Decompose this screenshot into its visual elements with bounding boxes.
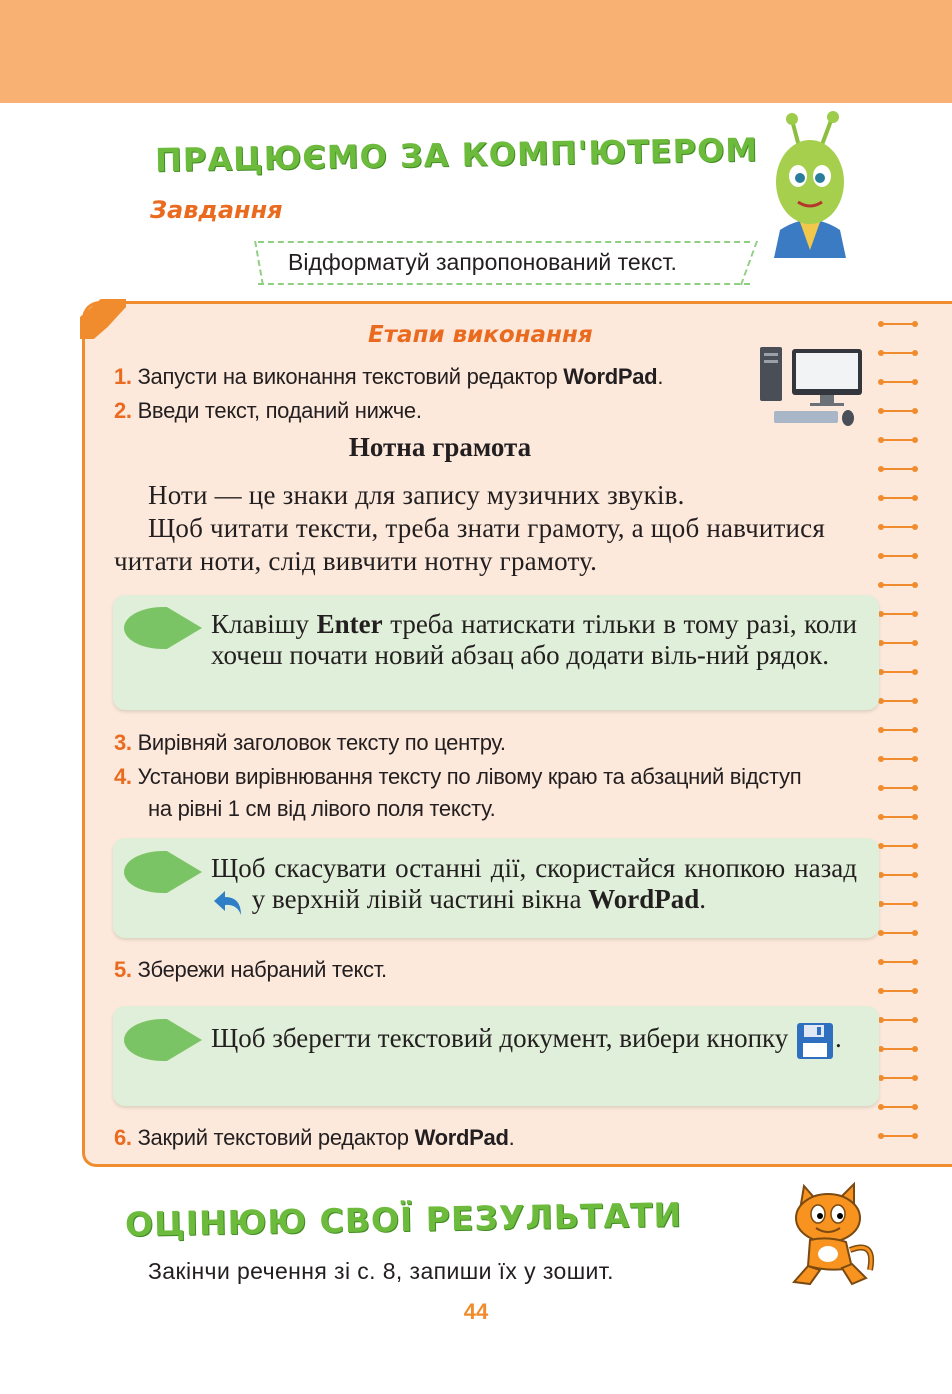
binding-ring bbox=[878, 987, 918, 995]
step-punct: . bbox=[508, 1125, 515, 1150]
binding-ring bbox=[878, 1074, 918, 1082]
step-bold: WordPad bbox=[414, 1125, 509, 1150]
task-box bbox=[258, 241, 750, 285]
step-5 bbox=[114, 957, 387, 983]
binding-ring bbox=[878, 900, 918, 908]
step-punct: . bbox=[657, 364, 664, 389]
note-save bbox=[113, 1006, 879, 1106]
binding-ring bbox=[878, 1103, 918, 1111]
note-text-part: . bbox=[835, 1023, 842, 1054]
task-text: Відформатуй запропонований текст. bbox=[288, 249, 677, 275]
binding-ring bbox=[878, 1016, 918, 1024]
binding-ring bbox=[878, 842, 918, 850]
note-text-part: Щоб зберегти текстовий документ, вибери кнопку bbox=[211, 1023, 796, 1054]
note-enter bbox=[113, 595, 879, 710]
scratch-cat-icon bbox=[780, 1180, 880, 1290]
binding-ring bbox=[878, 552, 918, 560]
task-subtitle: Завдання bbox=[150, 196, 283, 224]
binding-ring bbox=[878, 639, 918, 647]
step-text: Установи вирівнювання тексту по лівому краю та абзацний відступ bbox=[137, 764, 802, 789]
binding-ring bbox=[878, 523, 918, 531]
binding-ring bbox=[878, 494, 918, 502]
stages-title: Етапи виконання bbox=[368, 322, 593, 348]
binding-ring bbox=[878, 1132, 918, 1140]
note-text-part: Клавішу bbox=[211, 609, 317, 639]
page-number: 44 bbox=[463, 1299, 489, 1324]
sample-line-2: Щоб читати тексти, треба знати грамоту, а щоб навчитися bbox=[148, 513, 825, 543]
evaluation-title: ОЦІНЮЮ СВОЇ РЕЗУЛЬТАТИ bbox=[124, 1195, 683, 1244]
evaluation-text: Закінчи речення зі с. 8, запиши їх у зошит. bbox=[148, 1258, 614, 1284]
notebook-binding bbox=[878, 320, 918, 1150]
binding-ring bbox=[878, 668, 918, 676]
binding-ring bbox=[878, 407, 918, 415]
binding-ring bbox=[878, 378, 918, 386]
sample-heading: Нотна грамота bbox=[348, 432, 532, 462]
step-3 bbox=[114, 730, 506, 756]
note-text bbox=[211, 1021, 857, 1061]
step-number: 4. bbox=[114, 764, 132, 789]
note-undo bbox=[113, 838, 879, 938]
step-6 bbox=[114, 1125, 514, 1151]
binding-ring bbox=[878, 813, 918, 821]
binding-ring bbox=[878, 871, 918, 879]
binding-ring bbox=[878, 755, 918, 763]
alien-character-icon bbox=[770, 110, 850, 258]
step-number: 1. bbox=[114, 364, 132, 389]
step-2 bbox=[114, 398, 422, 424]
section-title: ПРАЦЮЄМО ЗА КОМП'ЮТЕРОМ bbox=[154, 130, 759, 180]
floppy-disk-icon bbox=[795, 1021, 835, 1061]
step-4-line-2: на рівні 1 см від лівого поля тексту. bbox=[148, 796, 496, 821]
note-text-part: Щоб скасувати останні дії, скористайся кнопкою назад bbox=[211, 853, 857, 883]
binding-ring bbox=[878, 929, 918, 937]
step-number: 3. bbox=[114, 730, 132, 755]
step-number: 5. bbox=[114, 957, 132, 982]
note-text-bold: Enter bbox=[316, 609, 383, 639]
computer-icon bbox=[758, 345, 866, 431]
binding-ring bbox=[878, 465, 918, 473]
binding-ring bbox=[878, 320, 918, 328]
binding-ring bbox=[878, 784, 918, 792]
binding-ring bbox=[878, 697, 918, 705]
binding-ring bbox=[878, 581, 918, 589]
step-bold: WordPad bbox=[563, 364, 658, 389]
undo-arrow-icon bbox=[211, 887, 245, 917]
step-text: Запусти на виконання текстовий редактор bbox=[137, 364, 564, 389]
binding-ring bbox=[878, 349, 918, 357]
binding-ring bbox=[878, 958, 918, 966]
note-text-part: треба натискати тільки в тому разі, коли хочеш почати новий абзац або додати віль-ний рядок. bbox=[211, 609, 857, 670]
step-text: Введи текст, поданий нижче. bbox=[137, 398, 422, 423]
step-4 bbox=[114, 764, 801, 790]
step-text: Збережи набраний текст. bbox=[137, 957, 387, 982]
binding-ring bbox=[878, 1045, 918, 1053]
binding-ring bbox=[878, 436, 918, 444]
note-marker-icon bbox=[124, 1019, 202, 1061]
note-text-part: . bbox=[699, 884, 706, 914]
note-text bbox=[211, 853, 857, 917]
step-1 bbox=[114, 364, 663, 390]
note-marker-icon bbox=[124, 851, 202, 893]
top-color-band bbox=[0, 0, 952, 103]
step-text: Вирівняй заголовок тексту по центру. bbox=[137, 730, 506, 755]
sample-line-3: читати ноти, слід вивчити нотну грамоту. bbox=[114, 546, 598, 576]
note-text-bold: WordPad bbox=[588, 884, 700, 914]
note-marker-icon bbox=[124, 607, 202, 649]
binding-ring bbox=[878, 726, 918, 734]
step-number: 6. bbox=[114, 1125, 132, 1150]
binding-ring bbox=[878, 610, 918, 618]
sample-line-1: Ноти — це знаки для запису музичних звуків. bbox=[148, 480, 685, 510]
step-number: 2. bbox=[114, 398, 132, 423]
note-text bbox=[211, 609, 857, 671]
step-text: Закрий текстовий редактор bbox=[137, 1125, 415, 1150]
note-text-part: у верхній лівій частині вікна bbox=[245, 884, 589, 914]
